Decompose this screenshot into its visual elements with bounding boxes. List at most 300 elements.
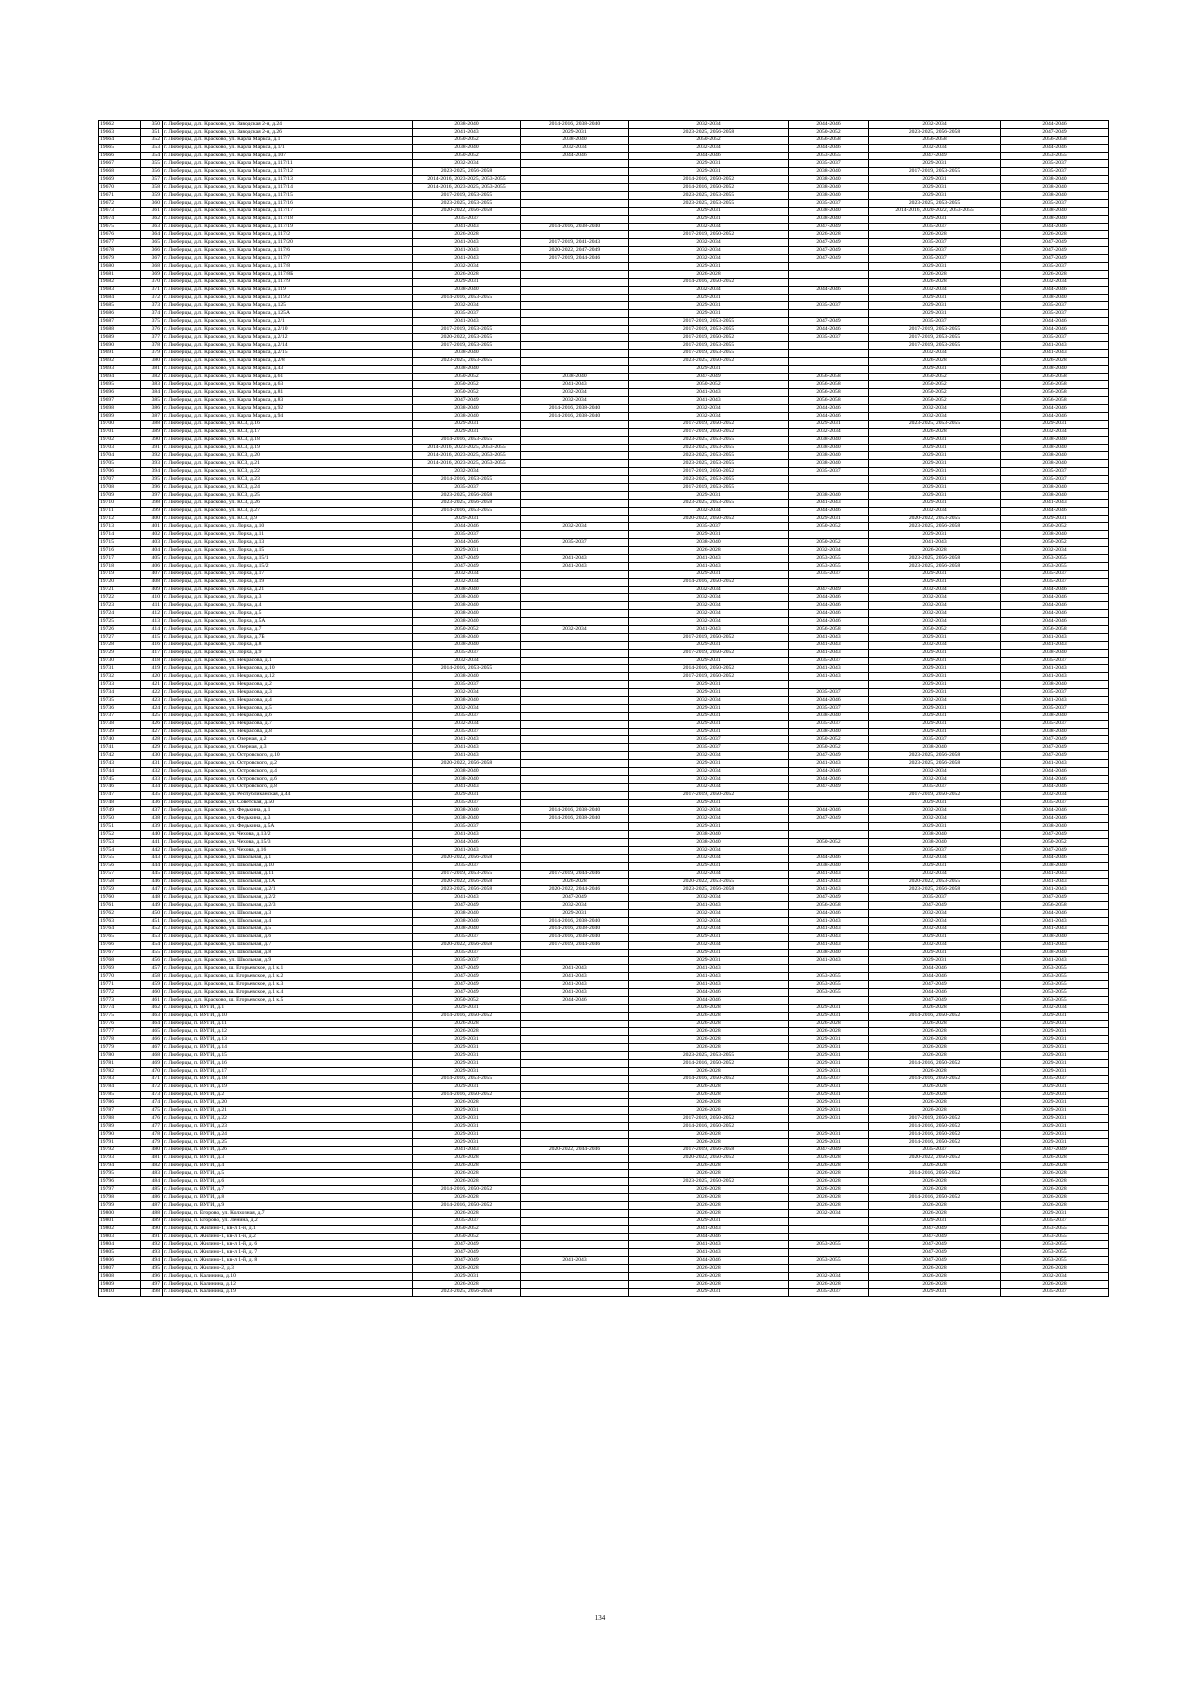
table-cell-address: г. Люберцы, д.п. Красково, ул. Школьная, д.1 [163, 854, 413, 862]
table-cell-p2 [521, 736, 629, 744]
table-cell-p6: 2047-2049 [1001, 247, 1109, 255]
table-cell-p1: 2014-2016, 2053-2055 [413, 476, 521, 484]
table-cell-p1: 2038-2040 [413, 286, 521, 294]
table-cell-p4 [789, 531, 869, 539]
table-cell-address: г. Люберцы, д.п. Красково, ш. Егорьевское, д.1 к.5 [163, 996, 413, 1004]
table-cell-p5: 2050-2052 [869, 389, 1001, 397]
table-cell-p1: 2014-2016, 2053-2055 [413, 294, 521, 302]
table-cell-p4 [789, 1225, 869, 1233]
table-cell-p4: 2050-2052 [789, 539, 869, 547]
table-cell-p4: 2026-2028 [789, 1162, 869, 1170]
table-cell-id: 19717 [99, 554, 141, 562]
table-cell-n: 427 [141, 728, 163, 736]
table-cell-n: 373 [141, 302, 163, 310]
table-cell-p2: 2029-2031 [521, 128, 629, 136]
table-cell-n: 452 [141, 925, 163, 933]
table-cell-p4 [789, 681, 869, 689]
table-cell-p6: 2029-2031 [1001, 1138, 1109, 1146]
table-cell-p5: 2026-2028 [869, 1091, 1001, 1099]
table-row [99, 444, 1109, 452]
table-row [99, 499, 1109, 507]
table-cell-p6: 2044-2046 [1001, 807, 1109, 815]
table-row [99, 160, 1109, 168]
table-row [99, 334, 1109, 342]
table-cell-p4: 2047-2049 [789, 255, 869, 263]
table-cell-p6: 2029-2031 [1001, 1059, 1109, 1067]
table-cell-p5: 2029-2031 [869, 673, 1001, 681]
table-cell-p5: 2029-2031 [869, 578, 1001, 586]
table-row [99, 697, 1109, 705]
table-cell-address: г. Люберцы, д.п. Красково, ул. Карла Маркса, д.83 [163, 397, 413, 405]
table-cell-p3: 2026-2028 [629, 1099, 789, 1107]
table-cell-p1: 2038-2040 [413, 405, 521, 413]
table-cell-p1: 2050-2052 [413, 1233, 521, 1241]
table-cell-p1: 2032-2034 [413, 704, 521, 712]
table-row [99, 902, 1109, 910]
table-cell-p4: 2044-2046 [789, 121, 869, 129]
table-cell-p2 [521, 957, 629, 965]
table-cell-id: 19680 [99, 263, 141, 271]
table-cell-id: 19789 [99, 1123, 141, 1131]
table-cell-p1: 2041-2043 [413, 247, 521, 255]
table-cell-p2 [521, 839, 629, 847]
table-cell-p4 [789, 823, 869, 831]
table-cell-p3: 2029-2031 [629, 365, 789, 373]
table-cell-p3: 2029-2031 [629, 302, 789, 310]
table-cell-n: 389 [141, 428, 163, 436]
table-cell-p4: 2041-2043 [789, 673, 869, 681]
table-cell-n: 359 [141, 192, 163, 200]
table-cell-p2 [521, 649, 629, 657]
table-cell-p3: 2029-2031 [629, 689, 789, 697]
table-cell-p1: 2014-2016, 2023-2025, 2053-2055 [413, 176, 521, 184]
table-cell-n: 421 [141, 681, 163, 689]
table-cell-p6: 2044-2046 [1001, 144, 1109, 152]
table-cell-p4: 2056-2058 [789, 381, 869, 389]
table-cell-p3: 2023-2025, 2050-2052 [629, 1178, 789, 1186]
table-cell-p3: 2050-2052 [629, 381, 789, 389]
table-cell-id: 19670 [99, 184, 141, 192]
table-cell-p1: 2050-2052 [413, 626, 521, 634]
table-cell-p2: 2041-2043 [521, 973, 629, 981]
table-row [99, 570, 1109, 578]
table-cell-id: 19688 [99, 326, 141, 334]
table-cell-p5: 2029-2031 [869, 665, 1001, 673]
table-cell-address: г. Люберцы, д.п. Красково, ул. КСЗ, д.17 [163, 428, 413, 436]
table-cell-n: 383 [141, 381, 163, 389]
table-cell-p5: 2032-2034 [869, 697, 1001, 705]
table-cell-p1: 2026-2028 [413, 1162, 521, 1170]
table-cell-p6: 2026-2028 [1001, 357, 1109, 365]
table-cell-p6: 2038-2040 [1001, 192, 1109, 200]
table-cell-address: г. Люберцы, д.п. Красково, ул. Лорха, д.15/2 [163, 562, 413, 570]
table-cell-n: 443 [141, 854, 163, 862]
table-cell-n: 436 [141, 799, 163, 807]
table-cell-n: 386 [141, 405, 163, 413]
table-cell-p3: 2032-2034 [629, 618, 789, 626]
table-cell-p2 [521, 1067, 629, 1075]
table-cell-p2: 2020-2022, 2047-2049 [521, 247, 629, 255]
table-cell-p3: 2017-2019, 2050-2052 [629, 468, 789, 476]
table-cell-p1: 2050-2052 [413, 152, 521, 160]
table-cell-p5: 2044-2046 [869, 988, 1001, 996]
table-cell-p1: 2035-2037 [413, 949, 521, 957]
table-cell-p4: 2029-2031 [789, 1138, 869, 1146]
table-cell-p1: 2014-2016, 2050-2052 [413, 1186, 521, 1194]
table-cell-p2 [521, 704, 629, 712]
table-cell-p6: 2044-2046 [1001, 768, 1109, 776]
table-cell-n: 496 [141, 1273, 163, 1281]
table-cell-p6: 2029-2031 [1001, 1012, 1109, 1020]
table-cell-p3: 2044-2046 [629, 988, 789, 996]
table-cell-p2 [521, 184, 629, 192]
table-cell-p2: 2026-2028 [521, 878, 629, 886]
table-cell-p5: 2029-2031 [869, 720, 1001, 728]
table-cell-p1: 2032-2034 [413, 468, 521, 476]
table-cell-p6: 2044-2046 [1001, 775, 1109, 783]
table-cell-p1: 2041-2043 [413, 752, 521, 760]
table-cell-p2 [521, 720, 629, 728]
table-cell-p4 [789, 270, 869, 278]
table-cell-p1: 2014-2016, 2023-2025, 2053-2055 [413, 444, 521, 452]
table-row [99, 255, 1109, 263]
table-cell-address: г. Люберцы, д.п. Красково, ул. Некрасова, д.12 [163, 673, 413, 681]
table-cell-p5: 2047-2049 [869, 1249, 1001, 1257]
table-cell-p6: 2029-2031 [1001, 1067, 1109, 1075]
table-row [99, 1083, 1109, 1091]
table-row [99, 831, 1109, 839]
table-cell-p6: 2053-2055 [1001, 981, 1109, 989]
table-cell-p1: 2035-2037 [413, 1217, 521, 1225]
table-cell-id: 19730 [99, 657, 141, 665]
schedule-table-container [98, 120, 1108, 1297]
table-row [99, 618, 1109, 626]
table-row [99, 310, 1109, 318]
table-row [99, 988, 1109, 996]
table-cell-p4: 2041-2043 [789, 878, 869, 886]
table-cell-id: 19669 [99, 176, 141, 184]
table-row [99, 1233, 1109, 1241]
table-cell-address: г. Люберцы, п. ВУГИ, д.14 [163, 1044, 413, 1052]
table-cell-id: 19725 [99, 618, 141, 626]
table-cell-p1: 2026-2028 [413, 1194, 521, 1202]
table-cell-address: г. Люберцы, д.п. Красково, ул. Школьная, д.1А [163, 878, 413, 886]
table-row [99, 878, 1109, 886]
table-cell-p2: 2041-2043 [521, 381, 629, 389]
table-cell-id: 19704 [99, 452, 141, 460]
table-cell-n: 460 [141, 988, 163, 996]
table-cell-address: г. Люберцы, д.п. Красково, ул. Карла Маркса, д.117/19 [163, 223, 413, 231]
table-row [99, 973, 1109, 981]
table-row [99, 1107, 1109, 1115]
table-cell-address: г. Люберцы, д.п. Красково, ул. Чехова, д.13/2 [163, 831, 413, 839]
table-cell-p1: 2050-2052 [413, 381, 521, 389]
table-cell-address: г. Люберцы, п. ВУГИ, д.20 [163, 1099, 413, 1107]
table-cell-p1: 2029-2031 [413, 1131, 521, 1139]
table-cell-p2 [521, 160, 629, 168]
table-cell-address: г. Люберцы, д.п. Красково, ул. Некрасова, д.2 [163, 681, 413, 689]
table-cell-p2 [521, 278, 629, 286]
table-cell-address: г. Люберцы, д.п. Красково, ул. Карла Маркса, д.117/13 [163, 176, 413, 184]
table-cell-p1: 2014-2016, 2053-2055 [413, 436, 521, 444]
table-cell-id: 19706 [99, 468, 141, 476]
table-cell-p6: 2035-2037 [1001, 704, 1109, 712]
table-cell-p4: 2044-2046 [789, 412, 869, 420]
table-cell-p5: 2014-2016, 2050-2052 [869, 1131, 1001, 1139]
table-cell-p6: 2053-2055 [1001, 996, 1109, 1004]
table-row [99, 1202, 1109, 1210]
table-cell-p5: 2029-2031 [869, 799, 1001, 807]
table-cell-id: 19727 [99, 633, 141, 641]
table-cell-p1: 2029-2031 [413, 547, 521, 555]
table-cell-p3: 2023-2025, 2053-2055 [629, 1052, 789, 1060]
table-cell-p2 [521, 594, 629, 602]
table-cell-p4: 2032-2034 [789, 547, 869, 555]
table-cell-n: 380 [141, 357, 163, 365]
table-cell-p4: 2026-2028 [789, 1202, 869, 1210]
table-cell-id: 19783 [99, 1075, 141, 1083]
table-cell-p4: 2047-2049 [789, 318, 869, 326]
table-cell-p1: 2044-2046 [413, 539, 521, 547]
table-cell-p2: 2014-2016, 2038-2040 [521, 807, 629, 815]
table-cell-id: 19746 [99, 783, 141, 791]
table-cell-p6: 2038-2040 [1001, 862, 1109, 870]
table-cell-p3: 2026-2028 [629, 1020, 789, 1028]
table-cell-address: г. Люберцы, д.п. Красково, ул. КСЗ, д.18 [163, 436, 413, 444]
table-cell-p5: 2035-2037 [869, 247, 1001, 255]
table-cell-address: г. Люберцы, д.п. Красково, ул. КСЗ, д.25 [163, 491, 413, 499]
table-cell-p4: 2041-2043 [789, 941, 869, 949]
table-row [99, 657, 1109, 665]
table-cell-p5: 2014-2016, 2050-2052 [869, 1123, 1001, 1131]
table-cell-address: г. Люберцы, д.п. Красково, ул. Некрасова, д.5 [163, 704, 413, 712]
table-row [99, 610, 1109, 618]
table-cell-id: 19801 [99, 1217, 141, 1225]
table-row [99, 1209, 1109, 1217]
table-cell-p2 [521, 1115, 629, 1123]
table-cell-n: 487 [141, 1202, 163, 1210]
table-cell-address: г. Люберцы, д.п. Красково, ул. Чехова, д.16 [163, 846, 413, 854]
table-cell-address: г. Люберцы, д.п. Красково, ул. Карла Маркса, д.63 [163, 381, 413, 389]
table-row [99, 1178, 1109, 1186]
table-cell-p3: 2026-2028 [629, 1280, 789, 1288]
table-cell-id: 19782 [99, 1067, 141, 1075]
table-cell-p6: 2035-2037 [1001, 334, 1109, 342]
table-cell-p3: 2035-2037 [629, 736, 789, 744]
table-cell-p2 [521, 207, 629, 215]
table-cell-id: 19724 [99, 610, 141, 618]
table-cell-address: г. Люберцы, д.п. Красково, ул. Школьная, д.8 [163, 949, 413, 957]
table-cell-id: 19808 [99, 1273, 141, 1281]
table-cell-p6: 2056-2058 [1001, 397, 1109, 405]
table-cell-id: 19734 [99, 689, 141, 697]
table-cell-p4: 2038-2040 [789, 491, 869, 499]
table-row [99, 428, 1109, 436]
table-cell-p2 [521, 570, 629, 578]
table-cell-p5: 2047-2049 [869, 1233, 1001, 1241]
table-cell-p5: 2032-2034 [869, 854, 1001, 862]
table-cell-n: 432 [141, 768, 163, 776]
table-cell-address: г. Люберцы, д.п. Красково, ул. Карла Маркса, д.2/15 [163, 349, 413, 357]
table-cell-p6: 2053-2055 [1001, 562, 1109, 570]
table-cell-p2 [521, 468, 629, 476]
table-cell-address: г. Люберцы, п. Жилино-1, кв-л 1-й, д.2 [163, 1233, 413, 1241]
table-cell-p5: 2023-2025, 2056-2058 [869, 562, 1001, 570]
table-row [99, 286, 1109, 294]
table-cell-n: 402 [141, 531, 163, 539]
table-row [99, 1020, 1109, 1028]
table-cell-id: 19741 [99, 744, 141, 752]
table-cell-p1: 2041-2043 [413, 128, 521, 136]
table-cell-p3: 2032-2034 [629, 610, 789, 618]
table-cell-p1: 2041-2043 [413, 846, 521, 854]
table-cell-p6: 2041-2043 [1001, 925, 1109, 933]
table-cell-address: г. Люберцы, д.п. Красково, ул. Карла Маркса, д.117/12 [163, 168, 413, 176]
table-row [99, 807, 1109, 815]
table-cell-p4: 2053-2055 [789, 1257, 869, 1265]
table-cell-n: 480 [141, 1146, 163, 1154]
table-cell-p2 [521, 476, 629, 484]
table-cell-n: 448 [141, 894, 163, 902]
table-cell-p2 [521, 531, 629, 539]
table-cell-p4: 2056-2058 [789, 626, 869, 634]
table-cell-address: г. Люберцы, д.п. Красково, ул. Карла Маркса, д.94 [163, 412, 413, 420]
table-cell-p6: 2029-2031 [1001, 1044, 1109, 1052]
table-cell-n: 467 [141, 1044, 163, 1052]
table-cell-p2: 2029-2031 [521, 910, 629, 918]
table-row [99, 389, 1109, 397]
table-cell-p3: 2029-2031 [629, 957, 789, 965]
table-cell-address: г. Люберцы, д.п. Красково, ул. Карла Маркса, д.117/9 [163, 278, 413, 286]
table-cell-p4: 2029-2031 [789, 1036, 869, 1044]
table-cell-n: 461 [141, 996, 163, 1004]
table-cell-p2 [521, 294, 629, 302]
table-cell-id: 19765 [99, 933, 141, 941]
table-cell-p6: 2029-2031 [1001, 1123, 1109, 1131]
table-cell-p1: 2035-2037 [413, 681, 521, 689]
table-cell-p4: 2056-2058 [789, 373, 869, 381]
table-cell-p5: 2014-2016, 2050-2052 [869, 1012, 1001, 1020]
table-cell-n: 413 [141, 618, 163, 626]
table-cell-p1: 2038-2040 [413, 594, 521, 602]
table-cell-p2: 2020-2022, 2044-2046 [521, 886, 629, 894]
table-row [99, 412, 1109, 420]
table-cell-p5: 2032-2034 [869, 807, 1001, 815]
table-cell-n: 472 [141, 1083, 163, 1091]
table-cell-p3: 2026-2028 [629, 1028, 789, 1036]
table-cell-p1: 2029-2031 [413, 1044, 521, 1052]
table-cell-address: г. Люберцы, д.п. Красково, ул. Карла Маркса, д.117/20 [163, 239, 413, 247]
table-cell-id: 19716 [99, 547, 141, 555]
table-cell-p4: 2053-2055 [789, 973, 869, 981]
table-cell-p1: 2029-2031 [413, 1004, 521, 1012]
table-cell-p6: 2044-2046 [1001, 910, 1109, 918]
table-cell-p6: 2047-2049 [1001, 736, 1109, 744]
table-cell-id: 19673 [99, 207, 141, 215]
table-row [99, 207, 1109, 215]
table-row [99, 531, 1109, 539]
table-cell-p1: 2023-2025, 2056-2058 [413, 499, 521, 507]
table-cell-p4: 2044-2046 [789, 405, 869, 413]
table-cell-p1: 2047-2049 [413, 981, 521, 989]
table-cell-id: 19702 [99, 436, 141, 444]
table-cell-address: г. Люберцы, д.п. Красково, ш. Егорьевское, д.1 к.3 [163, 981, 413, 989]
table-cell-p5: 2029-2031 [869, 294, 1001, 302]
table-cell-id: 19671 [99, 192, 141, 200]
table-cell-n: 441 [141, 839, 163, 847]
table-cell-id: 19761 [99, 902, 141, 910]
table-cell-p1: 2038-2040 [413, 768, 521, 776]
table-cell-p1: 2047-2049 [413, 562, 521, 570]
table-cell-id: 19732 [99, 673, 141, 681]
table-cell-n: 416 [141, 641, 163, 649]
table-cell-id: 19681 [99, 270, 141, 278]
table-cell-p6: 2038-2040 [1001, 207, 1109, 215]
table-cell-p2 [521, 1249, 629, 1257]
table-cell-p1: 2032-2034 [413, 657, 521, 665]
table-cell-address: г. Люберцы, п. ВУГИ, д.21 [163, 1107, 413, 1115]
table-cell-p5: 2026-2028 [869, 1044, 1001, 1052]
table-cell-p6: 2029-2031 [1001, 1083, 1109, 1091]
table-cell-p5: 2041-2043 [869, 539, 1001, 547]
table-cell-p3: 2023-2025, 2053-2055 [629, 199, 789, 207]
table-cell-p1: 2029-2031 [413, 791, 521, 799]
table-cell-n: 415 [141, 633, 163, 641]
table-cell-p3: 2020-2022, 2050-2052 [629, 515, 789, 523]
table-cell-p2 [521, 1178, 629, 1186]
table-cell-p2 [521, 357, 629, 365]
table-cell-address: г. Люберцы, д.п. Красково, ул. Карла Маркса, д.92 [163, 405, 413, 413]
table-cell-p2 [521, 633, 629, 641]
table-cell-address: г. Люберцы, п. ВУГИ, д.7 [163, 1186, 413, 1194]
table-cell-n: 356 [141, 168, 163, 176]
table-cell-address: г. Люберцы, д.п. Красково, ул. Лорха, д.7 [163, 626, 413, 634]
table-cell-p1: 2041-2043 [413, 894, 521, 902]
table-row [99, 1217, 1109, 1225]
table-cell-n: 395 [141, 476, 163, 484]
table-cell-id: 19665 [99, 144, 141, 152]
table-cell-p1: 2038-2040 [413, 633, 521, 641]
table-cell-n: 495 [141, 1265, 163, 1273]
table-cell-p4: 2035-2037 [789, 1288, 869, 1296]
table-row [99, 231, 1109, 239]
table-cell-id: 19675 [99, 223, 141, 231]
table-cell-address: г. Люберцы, д.п. Красково, ул. Школьная, д.7 [163, 941, 413, 949]
table-cell-p2 [521, 1075, 629, 1083]
table-cell-p1: 2026-2028 [413, 1209, 521, 1217]
table-row [99, 263, 1109, 271]
table-cell-p4: 2044-2046 [789, 594, 869, 602]
table-cell-p1: 2017-2019, 2053-2055 [413, 341, 521, 349]
table-cell-p4 [789, 357, 869, 365]
table-cell-p4: 2041-2043 [789, 886, 869, 894]
table-row [99, 199, 1109, 207]
table-cell-address: г. Люберцы, д.п. Красково, ул. Школьная, д.2/2 [163, 894, 413, 902]
table-row [99, 539, 1109, 547]
table-cell-p6: 2035-2037 [1001, 160, 1109, 168]
table-cell-p2 [521, 1036, 629, 1044]
table-cell-p3: 2029-2031 [629, 933, 789, 941]
table-cell-p3: 2026-2028 [629, 1004, 789, 1012]
table-cell-p2: 2041-2043 [521, 1257, 629, 1265]
table-cell-n: 483 [141, 1170, 163, 1178]
table-cell-p2 [521, 744, 629, 752]
table-row [99, 870, 1109, 878]
table-cell-address: г. Люберцы, д.п. Красково, ул. Некрасова, д.4 [163, 697, 413, 705]
table-cell-p5: 2020-2022, 2050-2052 [869, 1154, 1001, 1162]
table-cell-p4: 2044-2046 [789, 286, 869, 294]
table-cell-n: 410 [141, 594, 163, 602]
